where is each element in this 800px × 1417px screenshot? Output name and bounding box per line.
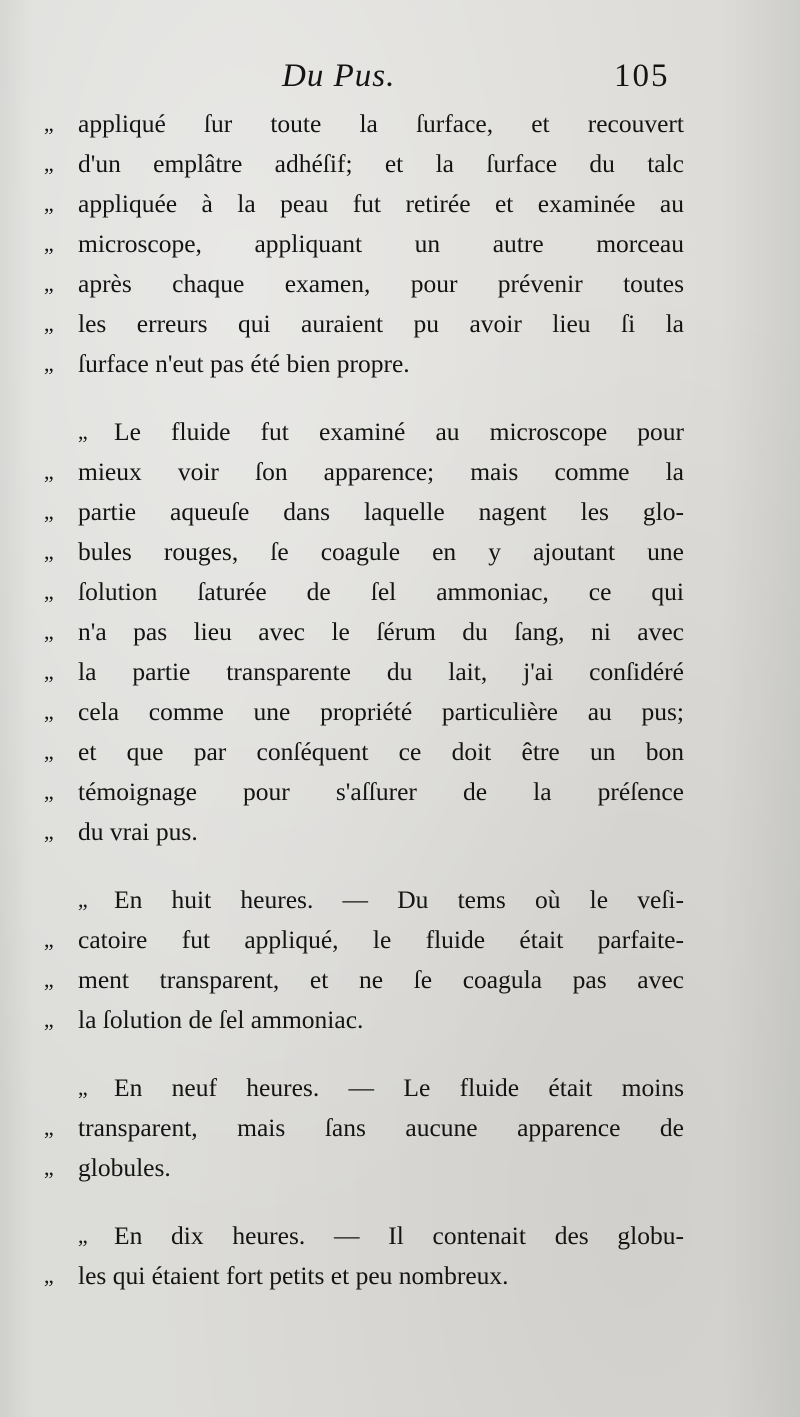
quote-mark: ,, — [44, 1263, 53, 1288]
quote-mark: ,, — [44, 111, 53, 136]
quote-mark: ,, — [78, 887, 87, 912]
running-title: Du Pus. — [282, 58, 396, 94]
text-line: ,, partie aqueuſe dans laquelle nagent les glo- — [44, 492, 684, 532]
page-header — [0, 58, 800, 98]
quote-mark: ,, — [44, 231, 53, 256]
quote-mark: ,, — [44, 619, 53, 644]
paragraph — [44, 412, 684, 852]
quote-mark: ,, — [44, 779, 53, 804]
text-line: ,, les erreurs qui auraient pu avoir lieu ſi la — [44, 304, 684, 344]
text-line: ,, Le fluide fut examiné au microscope pour — [44, 412, 684, 452]
page-number: 105 — [614, 58, 670, 94]
text-line: ,, et que par conſéquent ce doit être un bon — [44, 732, 684, 772]
text-line: ,, la ſolution de ſel ammoniac. — [44, 1000, 684, 1040]
quote-mark: ,, — [44, 1115, 53, 1140]
text-line: ,, En dix heures. — Il contenait des globu- — [44, 1216, 684, 1256]
text-line: ,, du vrai pus. — [44, 812, 684, 852]
quote-mark: ,, — [44, 191, 53, 216]
text-line: ,, catoire fut appliqué, le fluide était parfaite- — [44, 920, 684, 960]
quote-mark: ,, — [44, 967, 53, 992]
text-line: ,, ment transparent, et ne ſe coagula pas avec — [44, 960, 684, 1000]
quote-mark: ,, — [44, 499, 53, 524]
paragraph — [44, 880, 684, 1040]
quote-mark: ,, — [78, 1223, 87, 1248]
text-line: ,, témoignage pour s'aſſurer de la préſence — [44, 772, 684, 812]
quote-mark: ,, — [44, 311, 53, 336]
text-line: ,, ſolution ſaturée de ſel ammoniac, ce qui — [44, 572, 684, 612]
quote-mark: ,, — [44, 819, 53, 844]
body-text — [44, 104, 684, 1324]
quote-mark: ,, — [44, 539, 53, 564]
quote-mark: ,, — [44, 1155, 53, 1180]
quote-mark: ,, — [44, 659, 53, 684]
paragraph — [44, 1068, 684, 1188]
text-line: ,, microscope, appliquant un autre morceau — [44, 224, 684, 264]
quote-mark: ,, — [44, 271, 53, 296]
text-line: ,, appliqué ſur toute la ſurface, et recouvert — [44, 104, 684, 144]
quote-mark: ,, — [44, 459, 53, 484]
text-line: ,, En neuf heures. — Le fluide était moins — [44, 1068, 684, 1108]
text-line: ,, En huit heures. — Du tems où le veſi- — [44, 880, 684, 920]
quote-mark: ,, — [44, 699, 53, 724]
quote-mark: ,, — [44, 927, 53, 952]
quote-mark: ,, — [44, 579, 53, 604]
text-line: ,, la partie transparente du lait, j'ai conſidéré — [44, 652, 684, 692]
quote-mark: ,, — [44, 151, 53, 176]
text-line: ,, appliquée à la peau fut retirée et examinée au — [44, 184, 684, 224]
text-line: ,, transparent, mais ſans aucune apparence de — [44, 1108, 684, 1148]
quote-mark: ,, — [44, 351, 53, 376]
text-line: ,, les qui étaient fort petits et peu nombreux. — [44, 1256, 684, 1296]
text-line: ,, cela comme une propriété particulière au pus; — [44, 692, 684, 732]
quote-mark: ,, — [78, 419, 87, 444]
text-line: ,, après chaque examen, pour prévenir toutes — [44, 264, 684, 304]
text-line: ,, bules rouges, ſe coagule en y ajoutant une — [44, 532, 684, 572]
quote-mark: ,, — [44, 739, 53, 764]
quote-mark: ,, — [44, 1007, 53, 1032]
paragraph — [44, 1216, 684, 1296]
text-line: ,, d'un emplâtre adhéſif; et la ſurface du talc — [44, 144, 684, 184]
quote-mark: ,, — [78, 1075, 87, 1100]
text-line: ,, mieux voir ſon apparence; mais comme la — [44, 452, 684, 492]
text-line: ,, ſurface n'eut pas été bien propre. — [44, 344, 684, 384]
text-line: ,, n'a pas lieu avec le ſérum du ſang, ni avec — [44, 612, 684, 652]
paragraph — [44, 104, 684, 384]
text-line: ,, globules. — [44, 1148, 684, 1188]
